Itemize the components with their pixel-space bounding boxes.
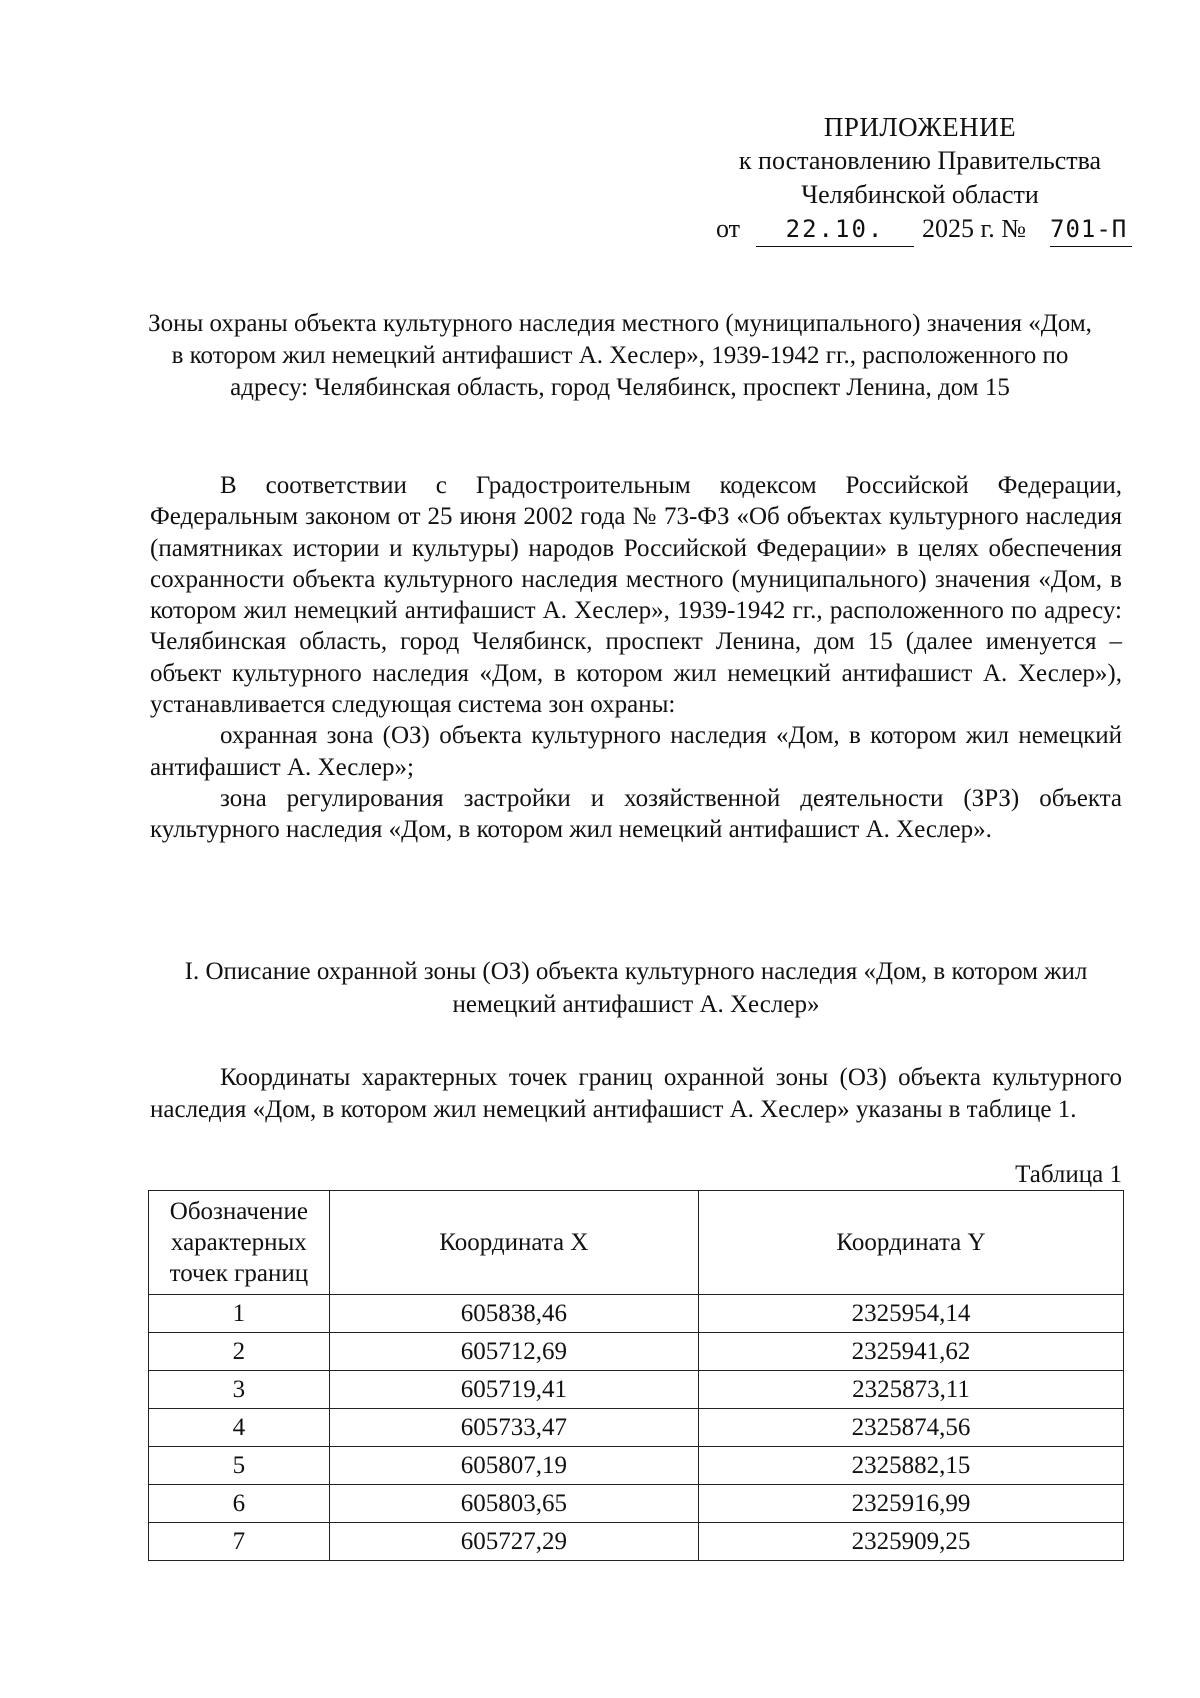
point-id: 6 — [149, 1485, 330, 1523]
appendix-header — [700, 110, 1140, 248]
document-body — [150, 470, 1122, 846]
body-paragraph-2: охранная зона (ОЗ) объекта культурного наследия «Дом, в котором жил немецкий антифашист А. Хеслер»; — [150, 722, 1122, 781]
coord-x: 605807,19 — [329, 1447, 698, 1485]
point-id: 2 — [149, 1333, 330, 1371]
table-row — [149, 1523, 1124, 1561]
coord-x: 605727,29 — [329, 1523, 698, 1561]
appendix-title: ПРИЛОЖЕНИЕ — [823, 112, 1017, 142]
point-id: 1 — [149, 1295, 330, 1333]
coord-x: 605733,47 — [329, 1409, 698, 1447]
coord-y: 2325873,11 — [699, 1371, 1124, 1409]
table-header-y: Координата Y — [699, 1191, 1124, 1295]
point-id: 3 — [149, 1371, 330, 1409]
table-header-x: Координата X — [329, 1191, 698, 1295]
table-header-point: Обозначение характерных точек границ — [149, 1191, 330, 1295]
section-1-intro — [150, 1062, 1122, 1126]
coord-y: 2325954,14 — [699, 1295, 1124, 1333]
body-paragraph-3: зона регулирования застройки и хозяйственной деятельности (ЗРЗ) объекта культурного наследия «Дом, в котором жил немецкий антифашист А. Хеслер». — [150, 784, 1122, 844]
coord-x: 605803,65 — [329, 1485, 698, 1523]
table-header-row — [149, 1191, 1124, 1295]
decree-number: 701-П — [1050, 212, 1132, 247]
point-id: 5 — [149, 1447, 330, 1485]
table-row — [149, 1371, 1124, 1409]
coord-y: 2325941,62 — [699, 1333, 1124, 1371]
coord-y: 2325909,25 — [699, 1523, 1124, 1561]
table-row — [149, 1333, 1124, 1371]
table-caption: Таблица 1 — [1015, 1161, 1122, 1188]
document-title: Зоны охраны объекта культурного наследия местного (муниципального) значения «Дом, в котором жил немецкий антифашист А. Хеслер», 1939-1942 гг., расположенного по адресу: Челябинская область, город Челябинск, проспект Ленина, дом 15 — [148, 310, 1092, 401]
coordinates-table — [148, 1190, 1124, 1561]
table-row — [149, 1409, 1124, 1447]
point-id: 7 — [149, 1523, 330, 1561]
appendix-dateline — [700, 212, 1140, 248]
appendix-line-2: Челябинской области — [801, 180, 1039, 209]
coord-y: 2325916,99 — [699, 1485, 1124, 1523]
coord-x: 605712,69 — [329, 1333, 698, 1371]
coord-x: 605838,46 — [329, 1295, 698, 1333]
decree-date: 22.10. — [756, 212, 914, 247]
table-row — [149, 1485, 1124, 1523]
decree-year: 2025 г. № — [922, 214, 1027, 243]
section-1-title: I. Описание охранной зоны (ОЗ) объекта культурного наследия «Дом, в котором жил немецкий антифашист А. Хеслер» — [184, 958, 1088, 1018]
date-prefix: от — [716, 214, 741, 243]
coord-y: 2325874,56 — [699, 1409, 1124, 1447]
table-row — [149, 1447, 1124, 1485]
appendix-line-1: к постановлению Правительства — [738, 146, 1102, 175]
body-paragraph-1: В соответствии с Градостроительным кодексом Российской Федерации, Федеральным законом от 25 июня 2002 года № 73-ФЗ «Об объектах культурного наследия (памятниках истории и культуры) народов Российской Федерации» в целях обеспечения сохранности объекта культурного наследия местного (муниципального) значения «Дом, в котором жил немецкий антифашист А. Хеслер», 1939-1942 гг., расположенного по адресу: Челябинская область, город Челябинск, проспект Ленина, дом 15 (далее именуется – объект культурного наследия «Дом, в котором жил немецкий антифашист А. Хеслер»), устанавливается следующая система зон охраны: — [150, 472, 1122, 719]
coord-x: 605719,41 — [329, 1371, 698, 1409]
table-row — [149, 1295, 1124, 1333]
section-1-intro-text: Координаты характерных точек границ охранной зоны (ОЗ) объекта культурного наследия «Дом, в котором жил немецкий антифашист А. Хеслер» указаны в таблице 1. — [150, 1064, 1122, 1123]
point-id: 4 — [149, 1409, 330, 1447]
coord-y: 2325882,15 — [699, 1447, 1124, 1485]
